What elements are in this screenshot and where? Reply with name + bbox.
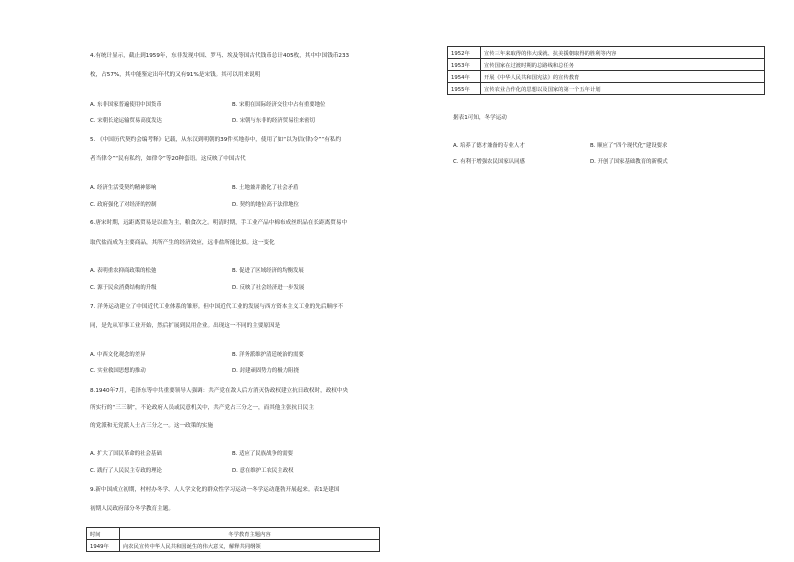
q6-stem-line2: 取代盐而成为主要商品，其所产生的经济效应，远非盐所能比拟。这一变化	[90, 240, 275, 246]
q5-stem-line1: 5. 《中国历代契约会编考释》记载，从东汉到明朝的39件买地券中，使用了如“以为信(律)令”“有私约	[90, 137, 342, 143]
q4-option-c: C. 宋朝长途运输贸易高度发达	[90, 118, 162, 124]
q8-option-c: C. 践行了人民民主专政的理论	[90, 468, 162, 474]
q8-stem-line2: 所实行的“三三制”，不论政府人员或民意机关中，共产党占三分之一，而其他主张抗日民主	[90, 405, 314, 411]
q9-option-a: A. 培养了德才兼备的专业人才	[453, 143, 525, 149]
q7-stem-line1: 7. 洋务运动建立了中国近代工业体系的雏形。但中国近代工业的发展与西方资本主义工业的先后顺序不	[90, 304, 344, 310]
winter-study-table-right	[447, 46, 765, 95]
q6-option-a: A. 表明重农抑商政策的松弛	[90, 268, 157, 274]
table-cell-year: 1949年	[87, 540, 120, 552]
q5-option-c: C. 政府强化了对经济的控制	[90, 202, 157, 208]
table-cell-year: 1955年	[448, 83, 481, 95]
q5-option-d: D. 契约的地位高于法律地位	[232, 202, 299, 208]
winter-study-table-left	[86, 527, 380, 552]
table-cell-theme: 开展《中华人民共和国宪法》的宣传教育	[481, 71, 765, 83]
table-cell-theme: 宣传国家在过渡时期的总路线和总任务	[481, 59, 765, 71]
q9-option-c: C. 有利于增强农民国家认同感	[453, 159, 525, 165]
q7-option-b: B. 洋务派维护清廷统治的需要	[232, 352, 304, 358]
q4-option-d: D. 宋朝与东非的经济贸易往来密切	[232, 118, 316, 124]
table-cell-year: 1952年	[448, 47, 481, 59]
table-cell-theme: 宣传三年来取得的伟大成就、抗美援朝取得的胜利等内容	[481, 47, 765, 59]
q9-option-d: D. 开创了国家基础教育的新模式	[590, 159, 668, 165]
q7-option-d: D. 封建顽固势力的极力阻挠	[232, 368, 299, 374]
q4-stem-line1: 4.有统计显示，截止到1959年，东非发现中国、罗马、埃及等国古代钱币总计405枚，其中中国钱币233	[90, 53, 350, 59]
q8-option-a: A. 扩大了国民革命的社会基础	[90, 451, 162, 457]
q8-option-b: B. 适应了民族战争的需要	[232, 451, 294, 457]
table-cell-theme: 向农民宣传中华人民共和国诞生的伟大意义，解释共同纲领	[120, 540, 380, 552]
q9-right-stem: 据表1可知，冬学运动	[453, 115, 507, 121]
q6-option-b: B. 促进了区域经济的均衡发展	[232, 268, 304, 274]
table-cell-year: 1954年	[448, 71, 481, 83]
table-row	[448, 59, 765, 71]
q4-option-a: A. 东非国家普遍使用中国货币	[90, 102, 162, 108]
table-header-theme: 冬学教育主题内容	[120, 528, 380, 540]
table-row	[448, 71, 765, 83]
table-cell-year: 1953年	[448, 59, 481, 71]
q6-stem-line1: 6.唐宋时期，远距离贸易是以盐为主，粮食次之。明清时期，手工业产品中棉布成丝织品在长距离贸易中	[90, 220, 348, 226]
table-row	[448, 47, 765, 59]
q8-stem-line1: 8.1940年7月，毛泽东等中共重要领导人强调：共产党在敌人后方消灭伪政权建立抗日政权时，政权中央	[90, 388, 349, 394]
table-header-row	[87, 528, 380, 540]
q5-option-a: A. 经济生活受契约精神影响	[90, 185, 157, 191]
table-cell-theme: 宣传农业合作化的思想以及国家的第一个五年计划	[481, 83, 765, 95]
q9-stem-line2: 初期人民政府部分冬学教育主题。	[90, 506, 174, 512]
q4-stem-line2: 枚，占57%，其中能鉴定出年代的又有91%是宋钱。其可以用来说明	[90, 72, 261, 78]
q5-option-b: B. 土地兼并激化了社会矛盾	[232, 185, 299, 191]
table-row	[87, 540, 380, 552]
table-header-time: 时间	[87, 528, 120, 540]
q6-option-d: D. 反映了社会经济进一步发展	[232, 285, 305, 291]
q5-stem-line2: 者当律令”“民有私约，如律令”等20种套语。这反映了中国古代	[90, 156, 246, 162]
q9-stem-line1: 9.新中国成立初期，村村办冬学、人人学文化的群众性学习运动一冬学运动蓬勃开展起来。表1是建国	[90, 487, 340, 493]
q8-option-d: D. 意在维护工农民主政权	[232, 468, 294, 474]
q6-option-c: C. 源于民众消费结构的升级	[90, 285, 157, 291]
q9-option-b: B. 顺应了“四个现代化”建设要求	[590, 143, 668, 149]
q7-option-c: C. 实业救国思想的推动	[90, 368, 146, 374]
q7-option-a: A. 中西文化观念的差异	[90, 352, 146, 358]
q7-stem-line2: 同，是先从军事工业开始，然后扩展到民用企业。出现这一不同的主要原因是	[90, 323, 281, 329]
table-row	[448, 83, 765, 95]
q8-stem-line3: 的党派和无党派人士占三分之一。这一政策的实施	[90, 423, 214, 429]
q4-option-b: B. 宋朝在国际经济交往中占有重要地位	[232, 102, 326, 108]
